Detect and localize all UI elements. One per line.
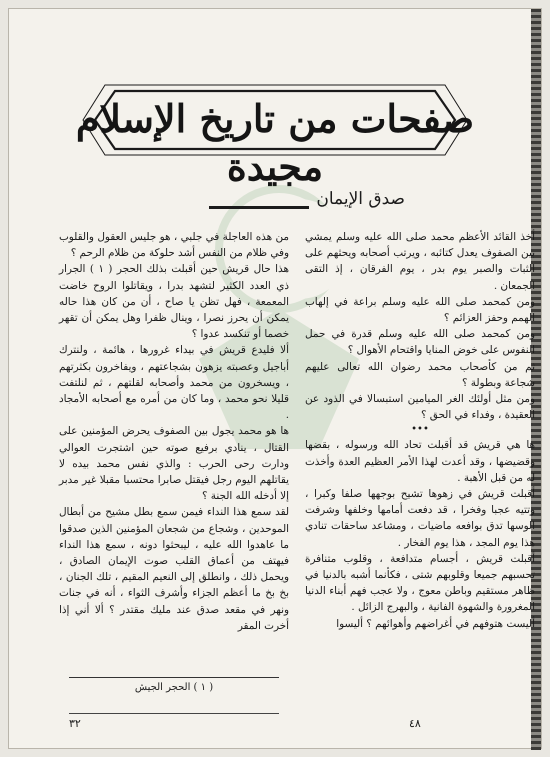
title-rule — [209, 206, 309, 209]
article-title-text: صدق الإيمان — [316, 189, 405, 209]
paragraph: ألا فليدع قريش في بيداء غرورها ، هائمة ، ولنترك أباجيل وعصبته يزهون بشجاعتهم ، ويفاخرون بكثرتهم ، ويسخرون من محمد وأصحابه لقلتهم ، ثم لنلتفت قليلا نحو محمد ، وما كان من أمره مع أصحابه الأمجاد . — [59, 344, 289, 422]
paragraph: هذا حال قريش حين أقبلت بذلك الحجر ( ١ ) الجرار ذي العدد الكثير لتشهد بدرا ، ويقاتلوا الروح خاضت المعمعة ، فهل تظن يا صاح ، أن من كان هذا حاله يمكن أن يحرز نصرا ، وينال ظفرا وهل يمكن أن تقهر خصما أو تنكسد عدوا ؟ — [59, 263, 289, 341]
paragraph: ها هي قريش قد أقبلت تحاد الله ورسوله ، بقضها وقضيضها ، وقد أعدت لهذا الأمر العظيم العدة وأخذت له من قبل الأهبة . — [305, 439, 535, 484]
page-number-right: ٤٨ — [409, 717, 421, 730]
paragraph: ومن كمحمد صلى الله عليه وسلم قدرة في حمل النفوس على خوض المنايا واقتحام الأهوال ؟ — [305, 328, 535, 357]
magazine-page — [8, 8, 542, 749]
right-column — [305, 229, 535, 632]
paragraph: أخذ القائد الأعظم محمد صلى الله عليه وسلم يمشي بين الصفوف يعدل كتائبه ، ويرتب أصحابه ويحثهم على الثبات والصبر يوم بدر ، يوم الفرقان ، إذ التقى الجمعان . — [305, 231, 535, 292]
footnote: ( ١ ) الحجر الجيش — [69, 677, 279, 693]
paragraph: ها هو محمد يجول بين الصفوف يحرض المؤمنين على القتال ، ينادي برفيع صوته حين اشتجرت العوالي ودارت رحى الحرب : والذي نفس محمد بيده لا يقاتلهم اليوم رجل فيقتل صابرا محتسبا مقبلا غير مدبر إلا أدخله الله الجنة ؟ — [59, 425, 289, 503]
banner-title: صفحات من تاريخ الإسلام مجيدة — [75, 96, 475, 189]
footer-rule — [69, 713, 279, 714]
paragraph: ومن مثل أولئك الغر الميامين استبسالا في الذود عن العقيدة ، وفداء في الحق ؟ — [305, 393, 535, 422]
paragraph: من هذه العاجلة في جلبي ، هو جليس العقول والقلوب وفي ظلام من النفس أشد حلوكة من ظلام الرحم ؟ — [59, 231, 289, 260]
page-number-left: ٣٢ — [69, 717, 81, 730]
paragraph: أقبلت قريش ، أجسام متدافعة ، وقلوب متنافرة تحسبهم جميعا وقلوبهم شتى ، فكأنما أشبه بالدنيا في ظاهر مستقيم وباطن معوج ، ولا عجب فهم أبناء الدنيا المغرورة والشهوة الفانية ، والبهرج الزائل . — [305, 552, 535, 614]
paragraph: ومن كمحمد صلى الله عليه وسلم براعة في إلهاب الهمم وحفز العزائم ؟ — [305, 295, 535, 325]
title-banner — [75, 83, 475, 189]
paragraph: أليست هتوفهم في أغراضهم وأهوائهم ؟ أليسوا — [336, 617, 535, 630]
section-separator: ••• — [411, 424, 429, 436]
paragraph: ثم من كأصحاب محمد رضوان الله تعالى عليهم شجاعة وبطولة ؟ — [305, 360, 535, 389]
left-column — [59, 229, 289, 634]
article-title — [149, 189, 405, 219]
paragraph: لقد سمع هذا النداء فيمن سمع بطل مشيح من أبطال الموحدين ، وشجاع من شجعان المؤمنين الذين صدقوا ما عاهدوا الله عليه ، ليبحثوا دونه ، سمع هذا النداء فيهتف من أعماق القلب صوت الإيمان الصادق ، ويحمل ذلك ، وانطلق إلى النعيم المقيم ، تلك الجنان ، بخ بخ ما أعظم الجزاء وأشرف الثواء ، أنه في جنات ونهر في مقعد صدق عند مليك مقتدر ؟ ألا أني إذا أخرت المقر — [59, 506, 289, 632]
paragraph: أقبلت قريش في زهوها تشيح بوجهها صلفا وكبرا ، وتتيه عجبا وفخرا ، قد دفعت أمامها وخلفها وشرفت الوسها تدق بوافعه ماضيات ، ومشاعد ساحقات تنادي هذا يوم المجد ، هذا يوم الفخار . — [305, 488, 535, 549]
